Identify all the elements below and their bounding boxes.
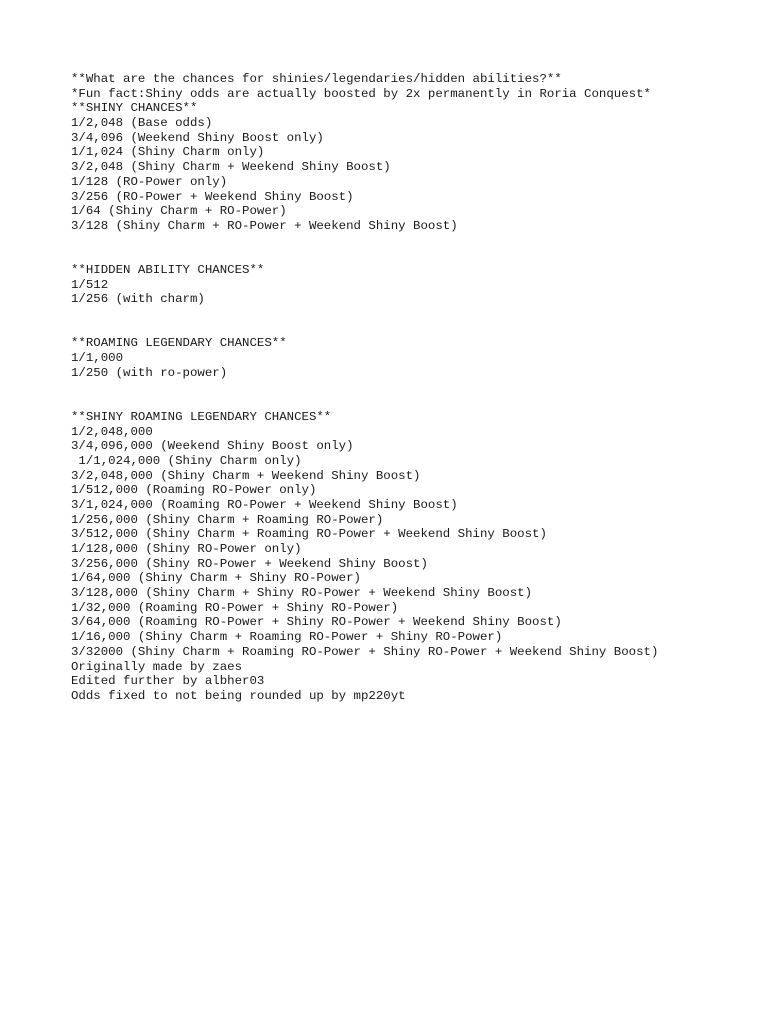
- odds-line: 1/128 (RO-Power only): [71, 174, 228, 189]
- odds-line: 3/128,000 (Shiny Charm + Shiny RO-Power + Weekend Shiny Boost): [71, 586, 533, 601]
- odds-line: 1/16,000 (Shiny Charm + Roaming RO-Power + Shiny RO-Power): [71, 630, 503, 645]
- odds-line: 1/1,000: [71, 351, 124, 366]
- blank-lines: [71, 307, 761, 336]
- odds-line: 3/32000 (Shiny Charm + Roaming RO-Power + Shiny RO-Power + Weekend Shiny Boost): [71, 644, 659, 659]
- odds-line: 1/512,000 (Roaming RO-Power only): [71, 483, 317, 498]
- credits-section: [71, 660, 761, 704]
- odds-line: 1/250 (with ro-power): [71, 365, 228, 380]
- odds-line: 1/2,048,000: [71, 424, 153, 439]
- odds-line: 3/64,000 (Roaming RO-Power + Shiny RO-Power + Weekend Shiny Boost): [71, 615, 562, 630]
- odds-line: 1/1,024,000 (Shiny Charm only): [71, 453, 302, 468]
- roaming-legendary-section: [71, 336, 761, 380]
- credit-line: Originally made by zaes: [71, 659, 243, 674]
- shiny-chances-section: [71, 101, 761, 233]
- document-title: **What are the chances for shinies/legendaries/hidden abilities?**: [71, 72, 562, 86]
- credit-line: Edited further by albher03: [71, 674, 265, 689]
- section-heading: **HIDDEN ABILITY CHANCES**: [71, 262, 265, 277]
- blank-lines: [71, 234, 761, 263]
- odds-line: 3/512,000 (Shiny Charm + Roaming RO-Power + Weekend Shiny Boost): [71, 527, 547, 542]
- intro-section: [71, 72, 761, 101]
- fun-fact-line: *Fun fact:Shiny odds are actually boosted by 2x permanently in Roria Conquest*: [71, 86, 651, 101]
- hidden-ability-section: [71, 263, 761, 307]
- section-heading: **ROAMING LEGENDARY CHANCES**: [71, 336, 287, 351]
- odds-line: 1/256 (with charm): [71, 292, 205, 307]
- odds-line: 1/64,000 (Shiny Charm + Shiny RO-Power): [71, 571, 361, 586]
- shiny-roaming-legendary-section: [71, 410, 761, 660]
- odds-line: 3/2,048 (Shiny Charm + Weekend Shiny Boost): [71, 160, 391, 175]
- odds-line: 1/2,048 (Base odds): [71, 116, 213, 131]
- odds-line: 3/2,048,000 (Shiny Charm + Weekend Shiny Boost): [71, 468, 421, 483]
- odds-line: 1/1,024 (Shiny Charm only): [71, 145, 265, 160]
- odds-line: 1/32,000 (Roaming RO-Power + Shiny RO-Power): [71, 600, 399, 615]
- odds-line: 3/4,096 (Weekend Shiny Boost only): [71, 130, 324, 145]
- odds-line: 1/512: [71, 277, 109, 292]
- odds-line: 1/64 (Shiny Charm + RO-Power): [71, 204, 287, 219]
- odds-line: 3/256 (RO-Power + Weekend Shiny Boost): [71, 189, 354, 204]
- blank-lines: [71, 380, 761, 409]
- odds-line: 1/256,000 (Shiny Charm + Roaming RO-Power): [71, 512, 384, 527]
- section-heading: **SHINY CHANCES**: [71, 101, 198, 116]
- credit-line: Odds fixed to not being rounded up by mp220yt: [71, 688, 406, 703]
- odds-line: 3/1,024,000 (Roaming RO-Power + Weekend Shiny Boost): [71, 497, 458, 512]
- odds-line: 3/4,096,000 (Weekend Shiny Boost only): [71, 439, 354, 454]
- odds-line: 3/256,000 (Shiny RO-Power + Weekend Shiny Boost): [71, 556, 428, 571]
- section-heading: **SHINY ROAMING LEGENDARY CHANCES**: [71, 409, 332, 424]
- odds-line: 1/128,000 (Shiny RO-Power only): [71, 542, 302, 557]
- odds-line: 3/128 (Shiny Charm + RO-Power + Weekend Shiny Boost): [71, 218, 458, 233]
- document-page: [71, 72, 761, 704]
